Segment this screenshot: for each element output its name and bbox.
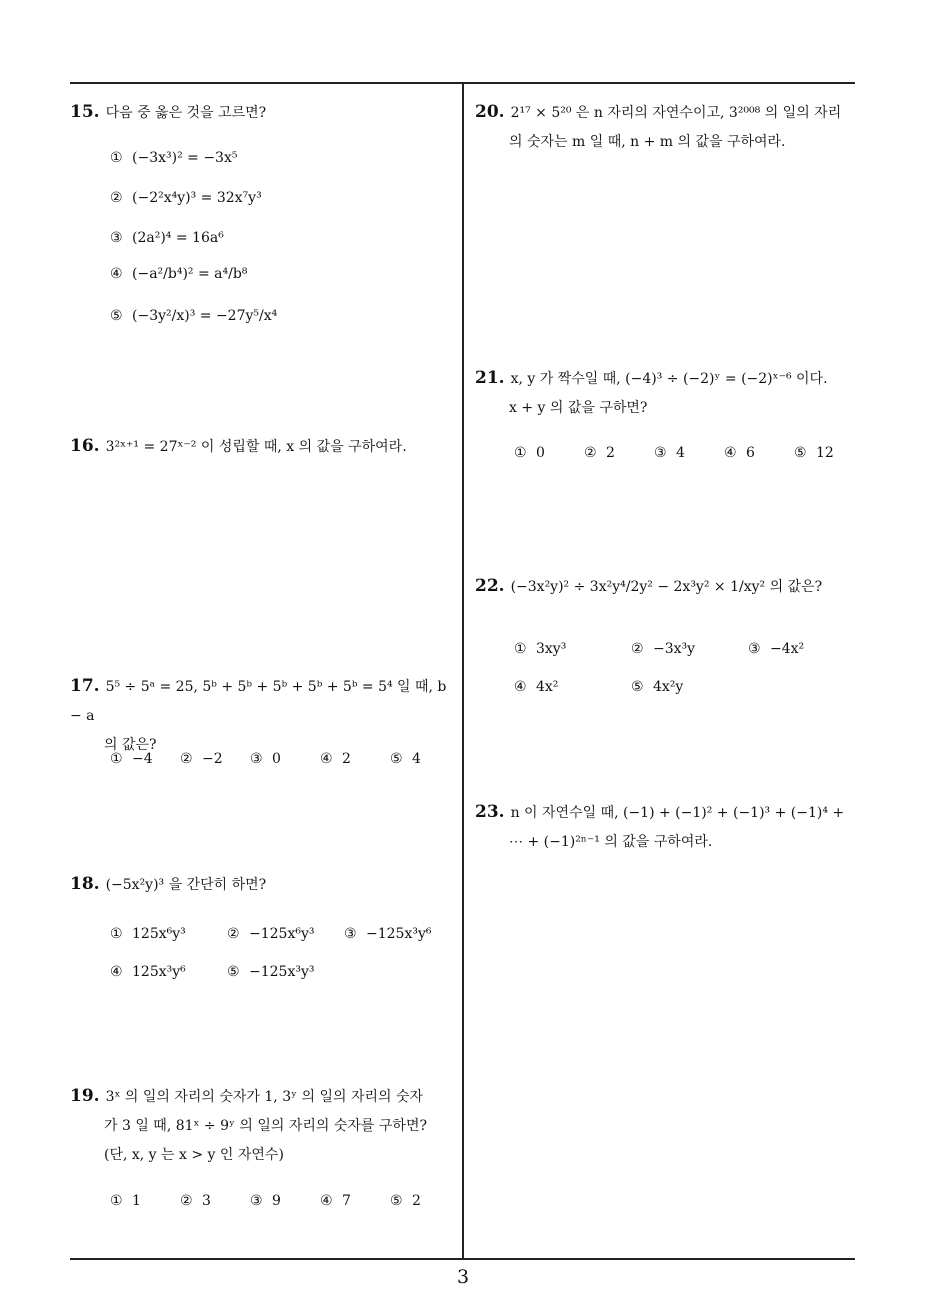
question-line: 의 숫자는 m 일 때, n + m 의 값을 구하여라. xyxy=(509,134,786,150)
option-4: ④ (−a²/b⁴)² = a⁴/b⁸ xyxy=(110,266,248,282)
question-text: (−3x²y)² ÷ 3x²y⁴/2y² − 2x³y² × 1/xy² 의 값은? xyxy=(510,579,823,595)
question-text: (−5x²y)³ 을 간단히 하면? xyxy=(105,877,267,893)
question-line: 2¹⁷ × 5²⁰ 은 n 자리의 자연수이고, 3²⁰⁰⁸ 의 일의 자리 xyxy=(510,105,842,121)
question-16 xyxy=(70,432,455,462)
question-line: x + y 의 값을 구하면? xyxy=(509,400,648,416)
question-number: 21. xyxy=(475,368,505,388)
option-5: ⑤ (−3y²/x)³ = −27y⁵/x⁴ xyxy=(110,308,278,324)
question-17 xyxy=(70,672,460,760)
choice-4: ④ 6 xyxy=(724,445,755,461)
choice-5: ⑤ 4x²y xyxy=(631,679,684,695)
choice-2: ② −125x⁶y³ xyxy=(227,926,315,942)
column-divider xyxy=(462,82,464,1259)
choice-5: ⑤ 2 xyxy=(390,1193,421,1209)
choice-1: ① 0 xyxy=(514,445,545,461)
question-23 xyxy=(475,798,860,857)
question-line: 의 값은? xyxy=(104,737,157,753)
question-number: 18. xyxy=(70,874,100,894)
choice-4: ④ 2 xyxy=(320,751,351,767)
choice-3: ③ 4 xyxy=(654,445,685,461)
question-number: 16. xyxy=(70,436,100,456)
choice-4: ④ 125x³y⁶ xyxy=(110,964,186,980)
choice-2: ② 3 xyxy=(180,1193,211,1209)
option-3: ③ (2a²)⁴ = 16a⁶ xyxy=(110,230,224,246)
choice-1: ① −4 xyxy=(110,751,153,767)
choice-3: ③ −4x² xyxy=(748,641,805,657)
question-18 xyxy=(70,870,455,900)
question-text: 다음 중 옳은 것을 고르면? xyxy=(105,105,267,121)
choice-4: ④ 7 xyxy=(320,1193,351,1209)
choice-1: ① 3xy³ xyxy=(514,641,567,657)
question-number: 22. xyxy=(475,576,505,596)
choice-3: ③ 9 xyxy=(250,1193,281,1209)
option-1: ① (−3x³)² = −3x⁵ xyxy=(110,150,238,166)
question-line: (단, x, y 는 x > y 인 자연수) xyxy=(104,1147,284,1163)
choice-3: ③ −125x³y⁶ xyxy=(344,926,432,942)
question-15 xyxy=(70,98,455,128)
question-line: x, y 가 짝수일 때, (−4)³ ÷ (−2)ʸ = (−2)ˣ⁻⁶ 이다. xyxy=(510,371,828,387)
question-line: 5⁵ ÷ 5ᵃ = 25, 5ᵇ + 5ᵇ + 5ᵇ + 5ᵇ + 5ᵇ = 5⁴ 일 때, b − a xyxy=(70,679,447,724)
choice-1: ① 1 xyxy=(110,1193,141,1209)
choice-2: ② −2 xyxy=(180,751,223,767)
question-20 xyxy=(475,98,860,157)
question-text: 3²ˣ⁺¹ = 27ˣ⁻² 이 성립할 때, x 의 값을 구하여라. xyxy=(105,439,407,455)
choice-2: ② 2 xyxy=(584,445,615,461)
question-number: 20. xyxy=(475,102,505,122)
question-number: 17. xyxy=(70,676,100,696)
page-number: 3 xyxy=(456,1266,470,1288)
choice-2: ② −3x³y xyxy=(631,641,696,657)
choice-3: ③ 0 xyxy=(250,751,281,767)
option-2: ② (−2²x⁴y)³ = 32x⁷y³ xyxy=(110,190,262,206)
question-line: 3ˣ 의 일의 자리의 숫자가 1, 3ʸ 의 일의 자리의 숫자 xyxy=(105,1089,424,1105)
question-line: ⋯ + (−1)²ⁿ⁻¹ 의 값을 구하여라. xyxy=(509,834,713,850)
choice-5: ⑤ 4 xyxy=(390,751,421,767)
bottom-rule xyxy=(70,1258,855,1260)
question-19 xyxy=(70,1082,460,1170)
question-line: n 이 자연수일 때, (−1) + (−1)² + (−1)³ + (−1)⁴ + xyxy=(510,805,845,821)
question-21 xyxy=(475,364,860,423)
choice-4: ④ 4x² xyxy=(514,679,559,695)
choice-5: ⑤ 12 xyxy=(794,445,834,461)
question-number: 19. xyxy=(70,1086,100,1106)
choice-1: ① 125x⁶y³ xyxy=(110,926,186,942)
question-22 xyxy=(475,572,860,602)
question-line: 가 3 일 때, 81ˣ ÷ 9ʸ 의 일의 자리의 숫자를 구하면? xyxy=(104,1118,427,1134)
choice-5: ⑤ −125x³y³ xyxy=(227,964,315,980)
question-number: 23. xyxy=(475,802,505,822)
question-number: 15. xyxy=(70,102,100,122)
